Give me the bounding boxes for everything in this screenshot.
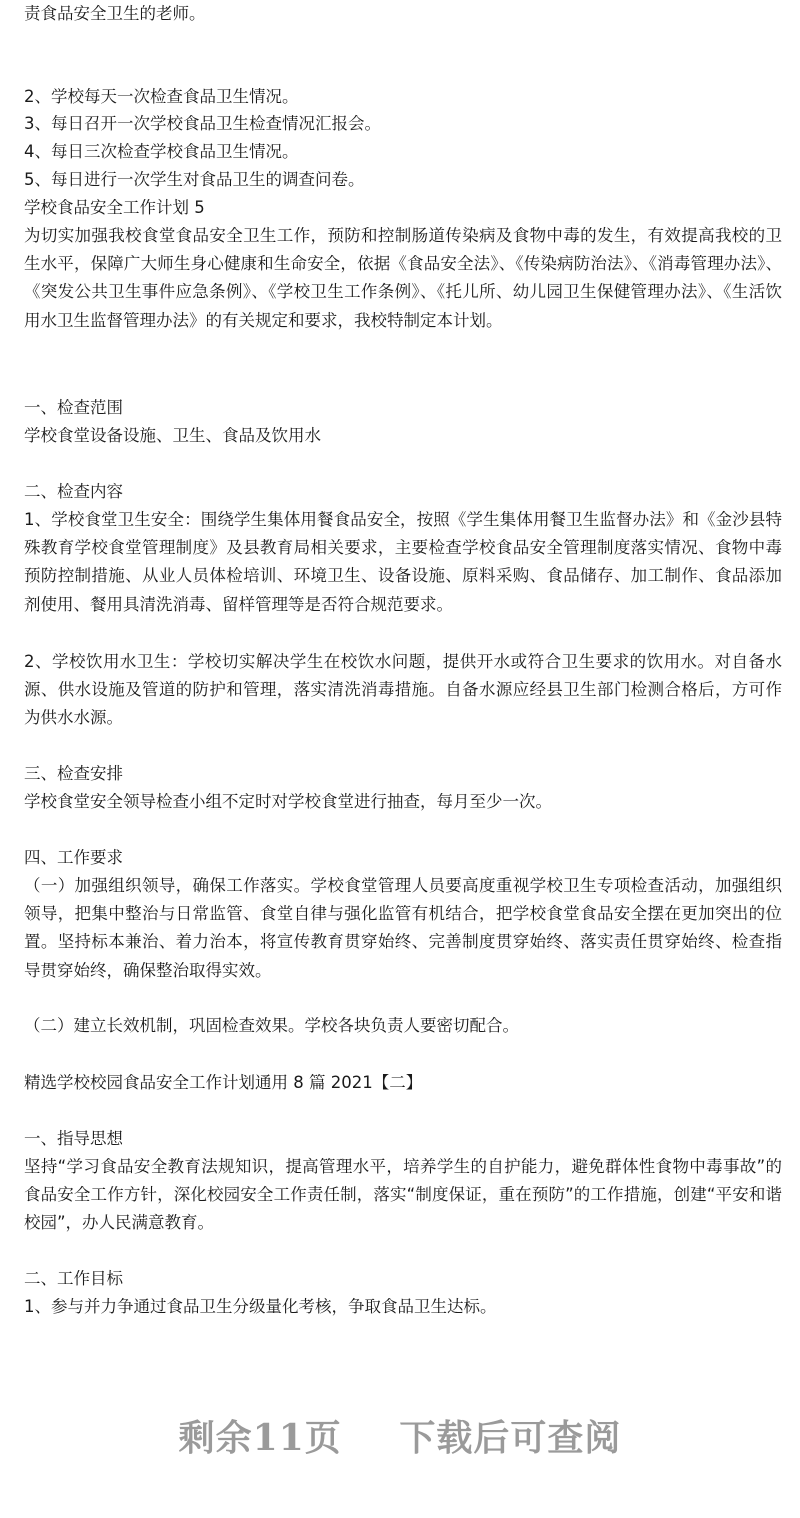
- remaining-pages-label: 剩余11页: [178, 1417, 342, 1459]
- section-heading: 一、检查范围: [24, 398, 123, 417]
- text-line: 学校食堂安全领导检查小组不定时对学校食堂进行抽查，每月至少一次。: [24, 792, 552, 811]
- section-heading: 一、指导思想: [24, 1129, 123, 1148]
- text-line: 1、参与并力争通过食品卫生分级量化考核，争取食品卫生达标。: [24, 1297, 497, 1316]
- text-line: （二）建立长效机制，巩固检查效果。学校各块负责人要密切配合。: [24, 1016, 519, 1035]
- download-prompt[interactable]: [0, 1410, 800, 1461]
- text-line: 4、每日三次检查学校食品卫生情况。: [24, 142, 299, 161]
- paragraph: 1、学校食堂卫生安全：围绕学生集体用餐食品安全，按照《学生集体用餐卫生监督办法》和《金沙县特殊教育学校食堂管理制度》及县教育局相关要求，主要检查学校食品安全管理制度落实情况、食物中毒预防控制措施、从业人员体检培训、环境卫生、设备设施、原料采购、食品储存、加工制作、食品添加剂使用、餐用具清洗消毒、留样管理等是否符合规范要求。: [24, 510, 782, 614]
- section-heading: 二、工作目标: [24, 1269, 123, 1288]
- download-to-read-label: 下载后可查阅: [399, 1417, 622, 1459]
- section-title: 精选学校校园食品安全工作计划通用 8 篇 2021【二】: [24, 1073, 423, 1092]
- text-line: 2、学校每天一次检查食品卫生情况。: [24, 87, 299, 106]
- text-line: 5、每日进行一次学生对食品卫生的调查问卷。: [24, 170, 365, 189]
- section-heading: 三、检查安排: [24, 764, 123, 783]
- section-heading: 二、检查内容: [24, 482, 123, 501]
- section-heading: 四、工作要求: [24, 848, 123, 867]
- text-line: 3、每日召开一次学校食品卫生检查情况汇报会。: [24, 114, 381, 133]
- paragraph: （一）加强组织领导，确保工作落实。学校食堂管理人员要高度重视学校卫生专项检查活动，加强组织领导，把集中整治与日常监管、食堂自律与强化监管有机结合，把学校食堂食品安全摆在更加突出的位置。坚持标本兼治、着力治本，将宣传教育贯穿始终、完善制度贯穿始终、落实责任贯穿始终、检查指导贯穿始终，确保整治取得实效。: [24, 876, 782, 980]
- text-line: 责食品安全卫生的老师。: [24, 4, 206, 23]
- paragraph: 为切实加强我校食堂食品安全卫生工作，预防和控制肠道传染病及食物中毒的发生，有效提高我校的卫生水平，保障广大师生身心健康和生命安全，依据《食品安全法》、《传染病防治法》、《消毒管理办法》、《突发公共卫生事件应急条例》、《学校卫生工作条例》、《托儿所、幼儿园卫生保健管理办法》、《生活饮用水卫生监督管理办法》的有关规定和要求，我校特制定本计划。: [24, 226, 782, 330]
- text-line: 学校食堂设备设施、卫生、食品及饮用水: [24, 426, 321, 445]
- paragraph: 坚持“学习食品安全教育法规知识，提高管理水平，培养学生的自护能力，避免群体性食物中毒事故”的食品安全工作方针，深化校园安全工作责任制，落实“制度保证，重在预防”的工作措施，创建“平安和谐校园”，办人民满意教育。: [24, 1157, 782, 1233]
- paragraph: 2、学校饮用水卫生：学校切实解决学生在校饮水问题，提供开水或符合卫生要求的饮用水。对自备水源、供水设施及管道的防护和管理，落实清洗消毒措施。自备水源应经县卫生部门检测合格后，方可作为供水水源。: [24, 652, 782, 728]
- section-title: 学校食品安全工作计划 5: [24, 198, 205, 217]
